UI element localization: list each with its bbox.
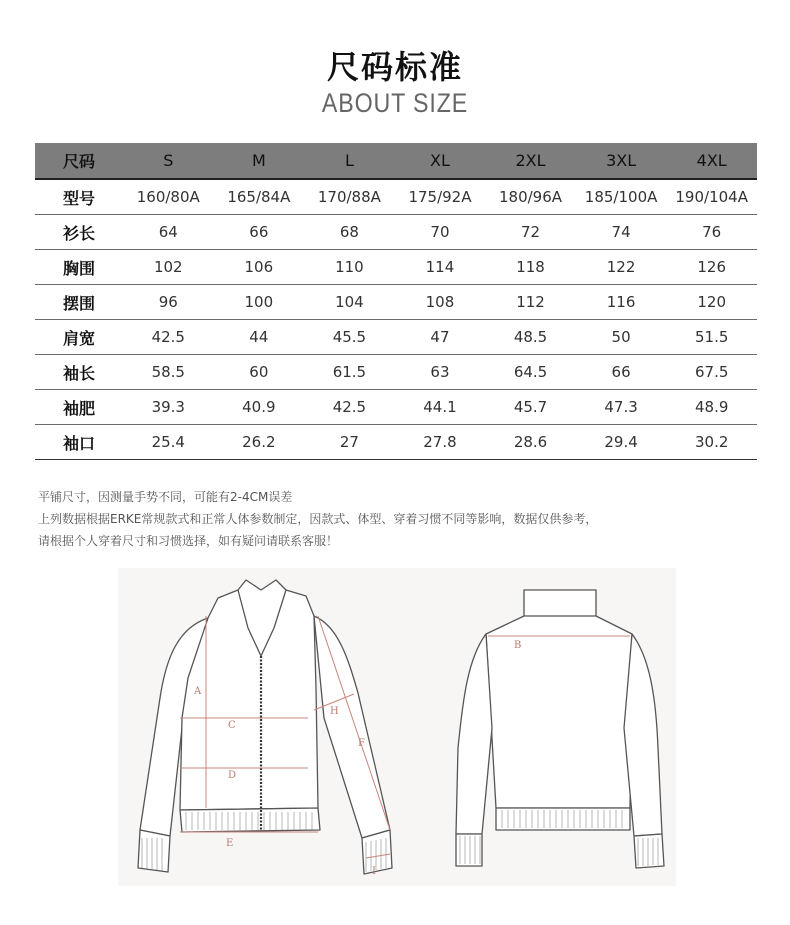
table-cell: 30.2: [666, 425, 757, 460]
table-cell: 170/88A: [304, 179, 395, 215]
size-header-cell: 4XL: [666, 143, 757, 179]
size-table-body: [35, 179, 757, 460]
row-label-cell: 袖口: [35, 425, 123, 460]
table-cell: 29.4: [576, 425, 667, 460]
table-cell: 26.2: [214, 425, 305, 460]
table-cell: 50: [576, 320, 667, 355]
table-cell: 102: [123, 250, 214, 285]
table-cell: 96: [123, 285, 214, 320]
table-cell: 42.5: [123, 320, 214, 355]
size-header-cell: 2XL: [485, 143, 576, 179]
table-cell: 74: [576, 215, 667, 250]
table-cell: 72: [485, 215, 576, 250]
table-cell: 106: [214, 250, 305, 285]
table-cell: 126: [666, 250, 757, 285]
table-cell: 47: [395, 320, 486, 355]
size-chart-table: [35, 143, 757, 460]
table-cell: 190/104A: [666, 179, 757, 215]
table-row: [35, 179, 757, 215]
table-cell: 45.5: [304, 320, 395, 355]
table-cell: 122: [576, 250, 667, 285]
label-i: I: [372, 866, 376, 877]
table-cell: 45.7: [485, 390, 576, 425]
size-header-cell: M: [214, 143, 305, 179]
table-row: [35, 425, 757, 460]
table-cell: 67.5: [666, 355, 757, 390]
table-cell: 165/84A: [214, 179, 305, 215]
label-a: A: [194, 686, 202, 697]
table-cell: 160/80A: [123, 179, 214, 215]
size-header-cell: S: [123, 143, 214, 179]
label-b: B: [514, 640, 522, 651]
table-cell: 48.9: [666, 390, 757, 425]
row-label-cell: 袖肥: [35, 390, 123, 425]
label-c: C: [228, 720, 236, 731]
table-cell: 175/92A: [395, 179, 486, 215]
table-cell: 44.1: [395, 390, 486, 425]
note-line: 请根据个人穿着尺寸和习惯选择，如有疑问请联系客服！: [38, 534, 339, 548]
table-cell: 108: [395, 285, 486, 320]
measurement-diagram: [118, 568, 676, 886]
table-row: [35, 250, 757, 285]
table-cell: 110: [304, 250, 395, 285]
table-cell: 66: [214, 215, 305, 250]
table-cell: 47.3: [576, 390, 667, 425]
size-header-cell: XL: [395, 143, 486, 179]
size-note: [38, 486, 758, 552]
table-cell: 25.4: [123, 425, 214, 460]
table-cell: 63: [395, 355, 486, 390]
label-d: D: [228, 770, 237, 781]
note-line: 上列数据根据ERKE常规款式和正常人体参数制定，因款式、体型、穿着习惯不同等影响，数据仅供参考，: [38, 512, 598, 526]
table-cell: 70: [395, 215, 486, 250]
table-cell: 40.9: [214, 390, 305, 425]
size-header-cell: 3XL: [576, 143, 667, 179]
row-label-cell: 袖长: [35, 355, 123, 390]
row-label-cell: 型号: [35, 179, 123, 215]
table-cell: 42.5: [304, 390, 395, 425]
table-row: [35, 390, 757, 425]
table-cell: 60: [214, 355, 305, 390]
row-label-cell: 衫长: [35, 215, 123, 250]
label-e: E: [226, 838, 234, 849]
table-row: [35, 215, 757, 250]
table-cell: 44: [214, 320, 305, 355]
table-cell: 64: [123, 215, 214, 250]
table-corner-cell: 尺码: [35, 143, 123, 179]
table-cell: 61.5: [304, 355, 395, 390]
table-cell: 112: [485, 285, 576, 320]
table-cell: 64.5: [485, 355, 576, 390]
size-header-cell: L: [304, 143, 395, 179]
table-row: [35, 285, 757, 320]
table-row: [35, 355, 757, 390]
row-label-cell: 肩宽: [35, 320, 123, 355]
page-title-cn: 尺码标准: [326, 48, 463, 86]
table-cell: 116: [576, 285, 667, 320]
label-f: F: [358, 738, 365, 749]
row-label-cell: 摆围: [35, 285, 123, 320]
label-h: H: [330, 706, 339, 717]
table-cell: 185/100A: [576, 179, 667, 215]
table-row: [35, 320, 757, 355]
table-cell: 27.8: [395, 425, 486, 460]
table-cell: 48.5: [485, 320, 576, 355]
table-cell: 66: [576, 355, 667, 390]
table-cell: 100: [214, 285, 305, 320]
table-cell: 114: [395, 250, 486, 285]
table-cell: 51.5: [666, 320, 757, 355]
table-cell: 76: [666, 215, 757, 250]
table-cell: 27: [304, 425, 395, 460]
table-cell: 104: [304, 285, 395, 320]
table-cell: 39.3: [123, 390, 214, 425]
size-header-row: [35, 143, 757, 179]
table-cell: 28.6: [485, 425, 576, 460]
table-cell: 120: [666, 285, 757, 320]
table-cell: 180/96A: [485, 179, 576, 215]
table-cell: 58.5: [123, 355, 214, 390]
page-title-en: ABOUT SIZE: [321, 88, 469, 118]
table-cell: 68: [304, 215, 395, 250]
table-cell: 118: [485, 250, 576, 285]
note-line: 平铺尺寸，因测量手势不同，可能有2-4CM误差: [38, 490, 293, 504]
row-label-cell: 胸围: [35, 250, 123, 285]
